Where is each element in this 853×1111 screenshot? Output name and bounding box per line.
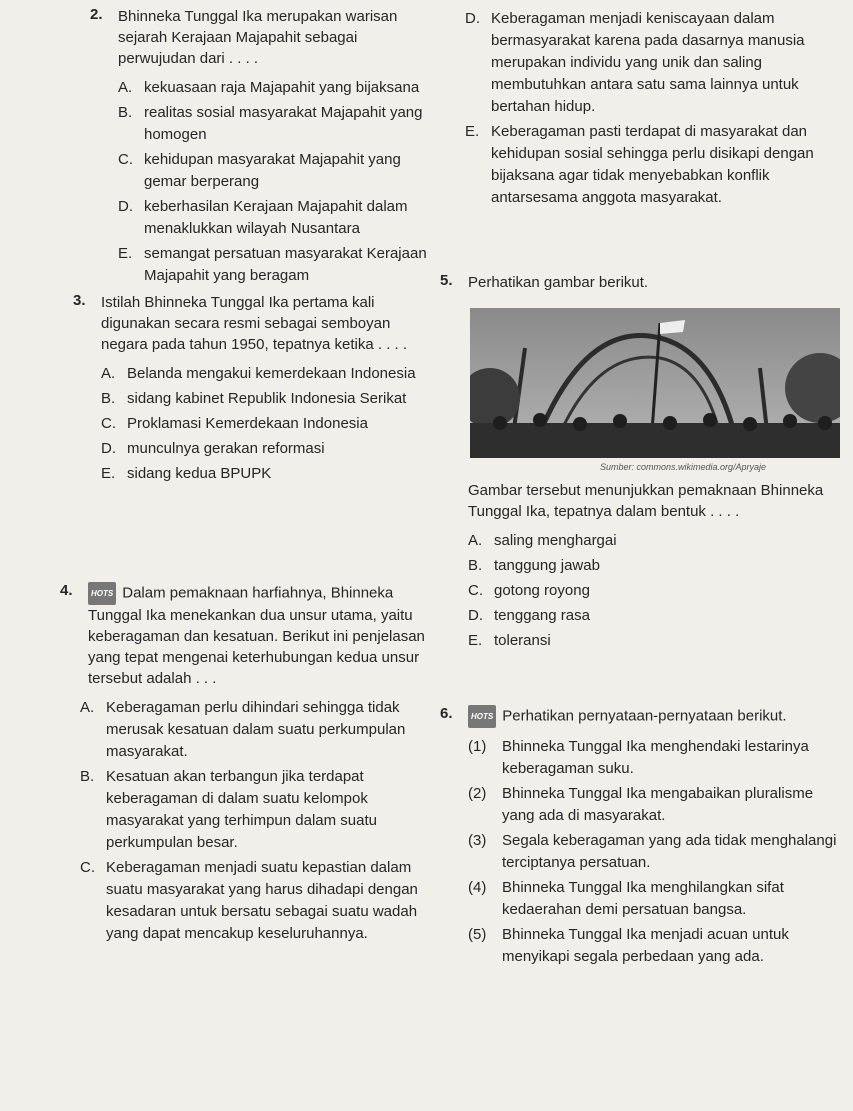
statement-3: (3) Segala keberagaman yang ada tidak menghalangi terciptanya persatuan. [468,832,837,871]
option-d: D. munculnya gerakan reformasi [101,440,325,457]
option-b: B. realitas sosial masyarakat Majapahit yang homogen [118,104,423,143]
option-a: A. Belanda mengakui kemerdekaan Indonesia [101,365,416,382]
option-b: B. sidang kabinet Republik Indonesia Serikat [101,390,407,407]
question-5 [440,272,840,293]
hots-badge: HOTS [88,582,116,605]
question-stem: HOTS Dalam pemaknaan harfiahnya, Bhinneka Tunggal Ika menekankan dua unsur utama, yaitu keberagaman dan kesatuan. Berikut ini penjelasan yang tepat mengenai keterhubungan kedua unsur tersebut adalah . . . [88,582,435,689]
statement-1: (1) Bhinneka Tunggal Ika menghendaki lestarinya keberagaman suku. [468,738,809,777]
option-d: D. keberhasilan Kerajaan Majapahit dalam menaklukkan wilayah Nusantara [118,198,408,237]
statement-4: (4) Bhinneka Tunggal Ika menghilangkan sifat kedaerahan demi persatuan bangsa. [468,879,784,918]
option-e: E. semangat persatuan masyarakat Kerajaan Majapahit yang beragam [118,245,427,284]
question-number: 6. [440,705,453,722]
question-stem: Istilah Bhinneka Tunggal Ika pertama kali digunakan secara resmi sebagai semboyan negara pada tahun 1950, tepatnya ketika . . . . [101,294,408,353]
question-4 [60,582,435,948]
question-5-body [440,480,840,655]
question-2-continued [465,8,835,212]
question-stem: Perhatikan gambar berikut. [468,274,649,291]
option-c: C. kehidupan masyarakat Majapahit yang gemar berperang [118,151,401,190]
option-d: D. tenggang rasa [468,607,590,624]
option-a: A. kekuasaan raja Majapahit yang bijaksana [118,79,420,96]
question-stem: Bhinneka Tunggal Ika merupakan warisan sejarah Kerajaan Majapahit sebagai perwujudan dari . . . . [118,8,398,67]
question-3 [73,292,433,488]
option-c: C. Keberagaman menjadi suatu kepastian dalam suatu masyarakat yang harus dihadapi dengan kesadaran untuk bersatu sebagai suatu wadah yang dapat mencakup keseluruhannya. [80,859,418,942]
option-e: E. toleransi [468,632,551,649]
question-stem: HOTS Perhatikan pernyataan-pernyataan berikut. [468,705,840,728]
question-text: Gambar tersebut menunjukkan pemaknaan Bhinneka Tunggal Ika, tepatnya dalam bentuk . . . . [468,482,824,520]
statement-5: (5) Bhinneka Tunggal Ika menjadi acuan untuk menyikapi segala perbedaan yang ada. [468,926,789,965]
question-number: 5. [440,272,453,289]
question-number: 4. [60,582,73,599]
photo-source: Sumber: commons.wikimedia.org/Apryaje [600,462,767,472]
question-5-photo [470,308,840,458]
option-d: D. Keberagaman menjadi keniscayaan dalam bermasyarakat karena pada dasarnya manusia merupakan individu yang unik dan saling membutuhkan antara satu sama lainnya untuk bertahan hidup. [465,10,805,115]
option-b: B. tanggung jawab [468,557,600,574]
statement-2: (2) Bhinneka Tunggal Ika mengabaikan pluralisme yang ada di masyarakat. [468,785,814,824]
option-e: E. sidang kedua BPUPK [101,465,272,482]
crowd-photo [470,308,840,458]
question-number: 2. [90,6,103,23]
option-a: A. saling menghargai [468,532,617,549]
option-c: C. gotong royong [468,582,590,599]
option-b: B. Kesatuan akan terbangun jika terdapat keberagaman di dalam suatu kelompok masyarakat yang terhimpun dalam suatu perkumpulan besar. [80,768,377,851]
option-a: A. Keberagaman perlu dihindari sehingga tidak merusak kesatuan dalam suatu perkumpulan masyarakat. [80,699,406,760]
question-number: 3. [73,292,86,309]
bleed-through-margin [0,0,70,500]
question-2 [90,6,435,290]
option-c: C. Proklamasi Kemerdekaan Indonesia [101,415,368,432]
option-e: E. Keberagaman pasti terdapat di masyarakat dan kehidupan sosial sehingga perlu disikapi dengan bijaksana agar tidak menyebabkan konflik antarsesama anggota masyarakat. [465,123,814,206]
question-6 [440,705,840,971]
hots-badge: HOTS [468,705,496,728]
